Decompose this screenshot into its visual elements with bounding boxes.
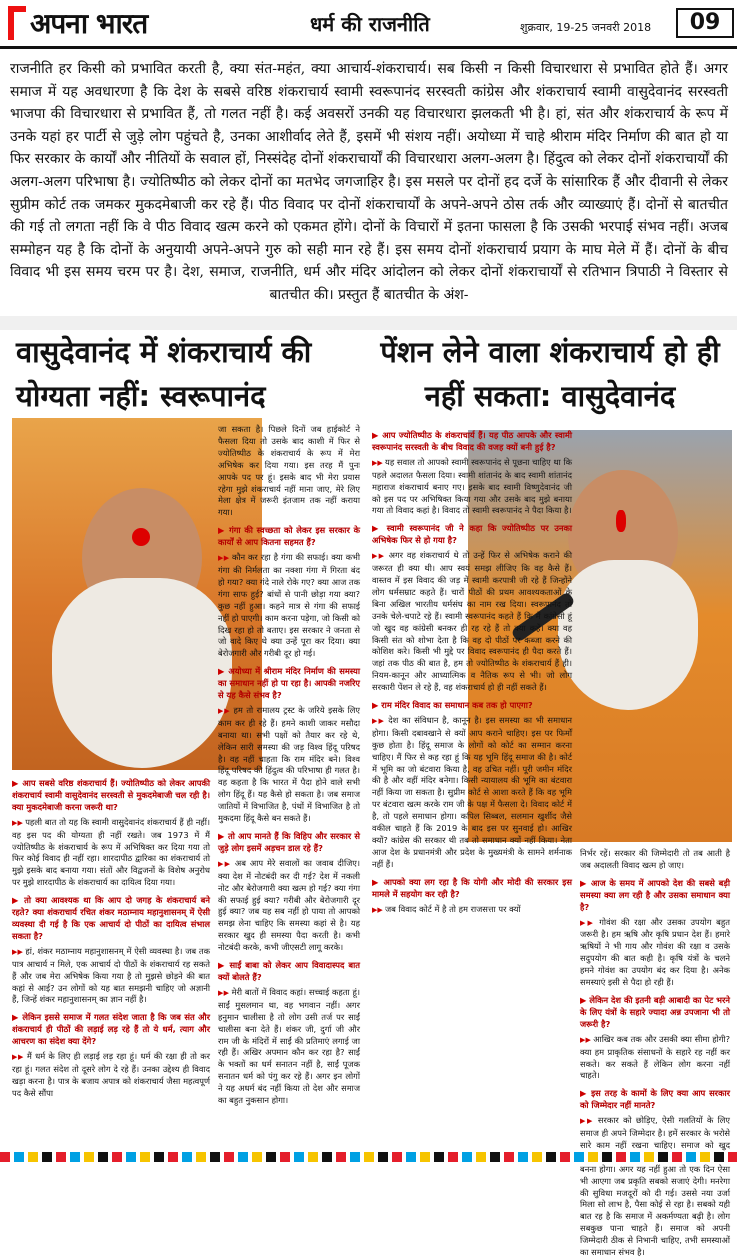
answer-continuation: निर्भर रहें। सरकार की जिम्मेदारी तो तब आती है जब अदालती विवाद खत्म हो जाए। bbox=[580, 848, 730, 870]
footer-color-strip bbox=[0, 1152, 737, 1162]
interview-answer: ▶▶ हां, शंकर मठाम्नाय महानुशासनम् में ऐसी व्यवस्था है। जब तक पात्र आचार्य न मिले, एक आचार्य दो पीठों के शंकराचार्य रह सकते हैं और जब मेरा अभिषेक किया गया है तो मुझसे छोड़ने की बात कहां से आई? उन लोगों को यह बात समझनी चाहिए जो अज्ञानी हैं, जिन्हें शंकर महानुशासनम् का ज्ञान नहीं है। bbox=[12, 946, 210, 1007]
interview-question: ▶ तो आप मानते हैं कि विहिप और सरकार से जुड़े लोग इसमें अड़चन डाल रहे हैं? bbox=[218, 831, 360, 855]
beard-shape bbox=[558, 560, 698, 710]
section-divider bbox=[0, 316, 737, 330]
page-number: 09 bbox=[676, 8, 734, 38]
newspaper-logo: अपना भारत bbox=[30, 7, 148, 40]
interview-question: ▶ अयोध्या में श्रीराम मंदिर निर्माण की समस्या का समाधान नहीं हो पा रहा है। आपकी नजरिए से यह कैसे संभव है? bbox=[218, 666, 360, 702]
interview-answer: ▶▶ पहली बात तो यह कि स्वामी वासुदेवानंद शंकराचार्य हैं ही नहीं। वह इस पद की योग्यता ही नहीं रखते। जब 1973 में मैं ज्योतिष्पीठ के शंकराचार्य के रूप में अभिषिक्त कर दिया गया तो फिर कोई विवाद ही नहीं रहा। शारदापीठ द्वारिका का शंकराचार्य तो मुझे इसके बाद बनाया गया। संतों और विद्वजनों के विशेष अनुरोध पर मुझे शारदापीठ के शंकराचार्य का दायित्व दिया गया। bbox=[12, 817, 210, 889]
interview-question: ▶ आप सबसे वरिष्ठ शंकराचार्य हैं। ज्योतिष्पीठ को लेकर आपकी शंकराचार्य स्वामी वासुदेवानंद सरस्वती से मुकदमेबाजी चल रही है। क्या मुकदमेबाजी करना जरूरी था? bbox=[12, 778, 210, 814]
interview-answer: ▶▶ देश का संविधान है, कानून है। इस समस्या का भी समाधान होगा। किसी दबावखाने से क्यों आप कराने चाहिए। इस पर फिर्मों कुछ होता है। हिंदू समाज के लोगों को कोर्ट का सम्मान करना चाहिए। मैं फिर से कह रहा हूं कि यह भूमि हिंदू समाज की है। कोर्ट में भूमि का जो बंटवारा किया है, वह उचित नहीं। पूरी जमीन मंदिर की है और वहीं मंदिर बनेगा। किसी न्यायालय की भूमि का बंटवारा नहीं किया जा सकता है। सुप्रीम कोर्ट से आशा करते हैं कि वह भूमि पर बंटवारा खत्म करके राम जी के पक्ष में फैसला दे। विवाद कोर्ट में है, तो पहले समाधान होगा। कपिल सिब्बल, सलमान खुर्शीद जैसे वकील चाहते हैं कि 2019 के बाद इस पर सुनवाई हो। आखिर क्यों? कांग्रेस की सरकार थी तब तो समाधान क्यों नहीं किया। नेता आज देश के प्रधानमंत्री और प्रदेश के मुख्यमंत्री के सामने शर्मनाक नहीं हैं। bbox=[372, 715, 572, 871]
issue-date: शुक्रवार, 19-25 जनवरी 2018 bbox=[520, 21, 652, 34]
interview-answer: ▶▶ मेरी बातों में विवाद कहां। सच्चाई कहता हूं। साईं मुसलमान था, वह भगवान नहीं। अगर हनुमान चालीसा है तो लोग उसी तर्ज पर साईं चालीसा बना देते हैं। शंकर जी, दुर्गा जी और राम जी के मंदिरों में साईं की प्रतिमाएं लगाई जा रही हैं। अखिर अपमान कौन कर रहा है? साईं के भक्तों का धर्म सनातन नहीं है, साईं पूजक सनातन धर्म को पंगु कर रहे हैं। अगर इन लोगों ने यह अधर्म बंद नहीं किया तो देश और समाज का बहुत नुकसान होगा। bbox=[218, 987, 360, 1107]
interview-answer: ▶▶ आखिर कब तक और उसकी क्या सीमा होगी? क्या हम प्राकृतिक संसाधनों के सहारे रह नहीं कर सकते। कर सकते हैं लेकिन लोग करना नहीं चाहते। bbox=[580, 1034, 730, 1083]
section-title: धर्म की राजनीति bbox=[310, 12, 430, 36]
answer-continuation: जा सकता है। पिछले दिनों जब हाईकोर्ट ने फैसला दिया तो उसके बाद काशी में फिर से ज्योतिष्पीठ के शंकराचार्य के रूप में मेरा अभिषेक कर दिया गया। इस तरह मैं पुनः आपके पद पर हूं। इसके बाद भी मेरा प्रयास रहेगा मुझे शंकराचार्य नहीं माना जाए, मेरे लिए मेला क्षेत्र में जरूरी इंतजाम तक नहीं कराया गया। bbox=[218, 424, 360, 518]
interview-question: ▶ आज के समय में आपको देश की सबसे बड़ी समस्या क्या लग रही है और उसका समाधान क्या है? bbox=[580, 878, 730, 914]
tilak-mark bbox=[132, 528, 150, 546]
page-header bbox=[0, 0, 737, 46]
beard-shape bbox=[52, 578, 232, 768]
interview-answer: ▶▶ मैं धर्म के लिए ही लड़ाई लड़ रहा हूं। धर्म की रक्षा ही तो कर रहा हूं। गलत संदेश तो दूसरे लोग दे रहे हैं। उनका उद्देश्य ही विवाद खड़ा करना है। पात्र के बजाय अपात्र को शंकराचार्य जैसा महत्वपूर्ण पद कैसे सौंपा bbox=[12, 1051, 210, 1100]
interview-question: ▶ इस तरह के कामों के लिए क्या आप सरकार को जिम्मेदार नहीं मानते? bbox=[580, 1088, 730, 1112]
interview-question: ▶ स्वामी स्वरूपानंद जी ने कहा कि ज्योतिष्पीठ पर उनका अभिषेक फिर से हो गया है? bbox=[372, 523, 572, 547]
interview-answer: ▶▶ कौन कर रहा है गंगा की सफाई। क्या कभी गंगा की निर्मलता का नक्शा गंगा में गिरता बंद हो गया? क्या गंदे नाले रोके गए? क्या आज तक गंगा साफ हुई? बांधों से पानी छोड़ा गया क्या? कुछ नहीं हुआ। कहने मात्र से गंगा की सफाई नहीं हो पाएगी। काम करना पड़ेगा, जो किसी को दिख रहा हो तो बताए। इस सरकार ने जनता से जो वादे किए थे क्या उन्हें पूरा कर दिया। क्या बेरोजगारी और गरीबी दूर हो गई। bbox=[218, 552, 360, 660]
left-column-1 bbox=[12, 772, 210, 1150]
interview-answer: ▶▶ जब विवाद कोर्ट में है तो हम राजसत्ता पर क्यों bbox=[372, 904, 572, 917]
interview-answer: ▶▶ अगर वह शंकराचार्य थे तो उन्हें फिर से अभिषेक कराने की जरूरत ही क्या थी। आप स्वयं समझ लीजिए कि वह कैसे हैं। वास्तव में इस विवाद की जड़ में स्वामी करपात्री जी रहे हैं जिन्होंने लोग धर्मसम्राट कहते हैं। चारों पीठों की प्रथम आवश्यकताओं के बिना अखिल भारतीय धर्मसंघ का नाम रख दिया। स्वरूपानंद तो उनके चेले-चपाटे रहे हैं। स्वामी स्वरूपानंद कहते हैं कि मैं कांग्रेसी हूं जो खुद वह कांग्रेसी बनकर ही रह रहे हैं तो क्या कहें। क्या वह किसी संत को शोभा देता है कि वह दो पीठों पर कब्जा करने की कोशिश करे। किसी भी मुद्दे पर विवाद स्वरूपानंद ही पैदा करते हैं। जहां तक पीठ की बात है, हम तो ज्योतिष्पीठ के शंकराचार्य हैं ही। नियम-कानून और आध्यात्मिक व नैतिक रूप से भी। जो लोग सरकारी पेंशन ले रहे हैं, वह शंकराचार्य हो ही नहीं सकते हैं। bbox=[372, 550, 572, 694]
interview-question: ▶ तो क्या आवश्यक था कि आप दो जगह के शंकराचार्य बने रहते? क्या शंकराचार्य रचित शंकर मठाम्नाय महानुशासनम् में ऐसी व्यवस्था दी गई है कि एक आचार्य दो पीठों का दायित्व संभाल सकता है? bbox=[12, 895, 210, 943]
right-column-2 bbox=[580, 848, 730, 1258]
interview-answer: ▶▶ यह सवाल तो आपको स्वामी स्वरूपानंद से पूछना चाहिए था कि पहले अदालत फैसला दिया। स्वामी शांतानंद के बाद स्वामी शांतानंद महाराज शंकराचार्य बनाए गए। इसके बाद स्वामी विष्णुदेवानंद जी को इस पद पर अभिषिक्त किया गया और उसके बाद मुझे बनाया गया तो विवाद कहां है। विवाद तो स्वामी स्वरूपानंद ने पैदा किया है। bbox=[372, 457, 572, 518]
tilak-mark bbox=[616, 510, 626, 532]
left-headline: वासुदेवानंद में शंकराचार्य की योग्यता नहीं: स्वरूपानंद bbox=[16, 335, 312, 413]
interview-question: ▶ लेकिन इससे समाज में गलत संदेश जाता है कि जब संत और शंकराचार्य ही पीठों की लड़ाई लड़ रहे हैं तो ये धर्म, त्याग और आचरण का संदेश क्या देंगे? bbox=[12, 1012, 210, 1048]
interview-answer: ▶▶ गोवंश की रक्षा और उसका उपयोग बहुत जरूरी है। हम ऋषि और कृषि प्रधान देश हैं। हमारे ऋषियों ने भी गाय और गोवंश की रक्षा व उसके सदुपयोग की बात कही है। कृषि यंत्रों के चलने हमने गोवंश का उपयोग बंद कर दिया है। अनेक समस्याएं इसी से पैदा हो रही हैं। bbox=[580, 917, 730, 989]
interview-answer: ▶▶ अब आप मेरे सवालों का जवाब दीजिए। क्या देश में नोटबंदी कर दी गई? देश में नकली नोट और बेरोजगारी क्या खत्म हो गई? क्या गंगा की सफाई हुई क्या? गरीबी और बेरोजगारी दूर हुई क्या? जब यह सब नहीं हो पाया तो आपको समझ लेना चाहिए कि समस्या कहां से है। यह सरकार खुद ही समस्या पैदा करती है। कभी नोटबंदी करके, कभी जीएसटी लागू करके। bbox=[218, 858, 360, 954]
right-column-1 bbox=[372, 424, 572, 1150]
interview-question: ▶ राम मंदिर विवाद का समाधान कब तक हो पाएगा? bbox=[372, 700, 572, 712]
interview-question: ▶ लेकिन देश की इतनी बड़ी आबादी का पेट भरने के लिए यंत्रों के सहारे ज्यादा अन्न उपजाना भी तो जरूरी है? bbox=[580, 995, 730, 1031]
interview-answer: ▶▶ सरकार को छोड़िए, ऐसी गलतियों के लिए समाज ही अपने जिम्मेदार है। हमें सरकार के भरोसे सारे काम नहीं रखना चाहिए। समाज को खुद बनना होगा। अगर यह नहीं हुआ तो एक दिन ऐसा भी आएगा जब प्रकृति सबको सजाएं देगी। मनरेगा की सुविधा मजदूरों को दी गई। उससे नया उर्जा मिला सो लाभ है, पैसा कोई से रहा है। सबको यही बात रह है कि समाज में अकर्मण्यता बढ़ी है। लोग सबकुछ पाना चाहते हैं। समाज को अपनी जिम्मेदारी ठीक से निभानी चाहिए, तभी समस्याओं का समाधान संभव है। bbox=[580, 1115, 730, 1259]
interview-question: ▶ गंगा की स्वच्छता को लेकर इस सरकार के कार्यों से आप कितना सहमत हैं? bbox=[218, 525, 360, 549]
right-headline: पेंशन लेने वाला शंकराचार्य हो ही नहीं सकता: वासुदेवानंद bbox=[380, 335, 720, 413]
interview-answer: ▶▶ हम तो रामालय ट्रस्ट के जरिये इसके लिए काम कर ही रहे हैं। हमने काशी जाकर मसौदा बनाया था। सभी पक्षों को तैयार कर रहे थे, लेकिन सारी समस्या की जड़ विश्व हिंदू परिषद है। वह नहीं चाहता कि राम मंदिर बने। विश्व हिंदू परिषद की हिंदुत्व की परिभाषा ही गलत है। वह कहता है कि भारत में पैदा होने वाले सभी लोग हिंदू हैं। यह कैसे हो सकता है। जब समाज जातियों में विभाजित है, पंथों में विभाजित है तो मुकदमा हिंदू कैसे बन सकते हैं। bbox=[218, 705, 360, 825]
interview-question: ▶ साईं बाबा को लेकर आप विवादास्पद बात क्यों बोलते हैं? bbox=[218, 960, 360, 984]
header-rule bbox=[0, 46, 737, 49]
interview-question: ▶ आप ज्योतिष्पीठ के शंकराचार्य हैं। यह पीठ आपके और स्वामी स्वरूपानंद सरस्वती के बीच विवाद की वजह क्यों बनी हुई है? bbox=[372, 430, 572, 454]
interview-question: ▶ आपको क्या लग रहा है कि योगी और मोदी की सरकार इस मामले में सहयोग कर रही है? bbox=[372, 877, 572, 901]
left-column-2 bbox=[218, 424, 360, 1150]
logo-mark bbox=[8, 6, 26, 40]
intro-paragraph: राजनीति हर किसी को प्रभावित करती है, क्या संत-महंत, क्या आचार्य-शंकराचार्य। सब किसी न किसी विचारधारा से प्रभावित होते हैं। अगर समाज में यह अवधारणा है कि देश के सबसे वरिष्ठ शंकराचार्य स्वामी स्वरूपानंद सरस्वती कांग्रेस और शंकराचार्य स्वामी वासुदेवानंद सरस्वती भाजपा की विचारधारा से प्रभावित हैं, तो गलत नहीं है। कई अवसरों उनकी यह विचारधारा झलकती भी है। हां, संत और शंकराचार्य के रूप में उनके यहां हर पार्टी से जुड़े लोग पहुंचते है, उनका आशीर्वाद लेते हैं, इसमें भी संशय नहीं। अयोध्या में चाहे श्रीराम मंदिर निर्माण की बात हो या फिर सरकार के कार्यों और नीतियों के सवाल हों, निस्संदेह दोनों शंकराचार्यों की विचारधारा अलग-अलग है। हिंदुत्व को लेकर दोनों शंकराचार्यों की अलग-अलग परिभाषा है। ज्योतिष्पीठ को लेकर दोनों का मतभेद जगजाहिर है। इस मसले पर दोनों हद दर्जे के सांसारिक हैं और दीवानी से लेकर सुप्रीम कोर्ट तक जमकर मुकदमेबाजी कर रहे हैं। पीठ विवाद पर दोनों शंकराचार्यों के अपने-अपने ठोस तर्क और व्याख्याएं हैं। दोनों से बातचीत की गई तो लगता नहीं कि वे पीठ विवाद खत्म करने को एकमत होंगे। दोनों के विचारों में इतना फासला है कि उसकी भरपाई संभव नहीं। अजब सम्मोहन यह है कि दोनों के अनुयायी अपने-अपने गुरु को सही मान रहे हैं। इस समय दोनों शंकराचार्य प्रयाग के माघ मेले में हैं। दोनों के बीच विवाद भी इस समय चरम पर है। देश, समाज, राजनीति, धर्म और मंदिर आंदोलन को लेकर दोनों शंकराचार्यों से रतिभान त्रिपाठी ने विस्तार से बातचीत की। प्रस्तुत हैं बातचीत के अंश- bbox=[10, 61, 728, 303]
